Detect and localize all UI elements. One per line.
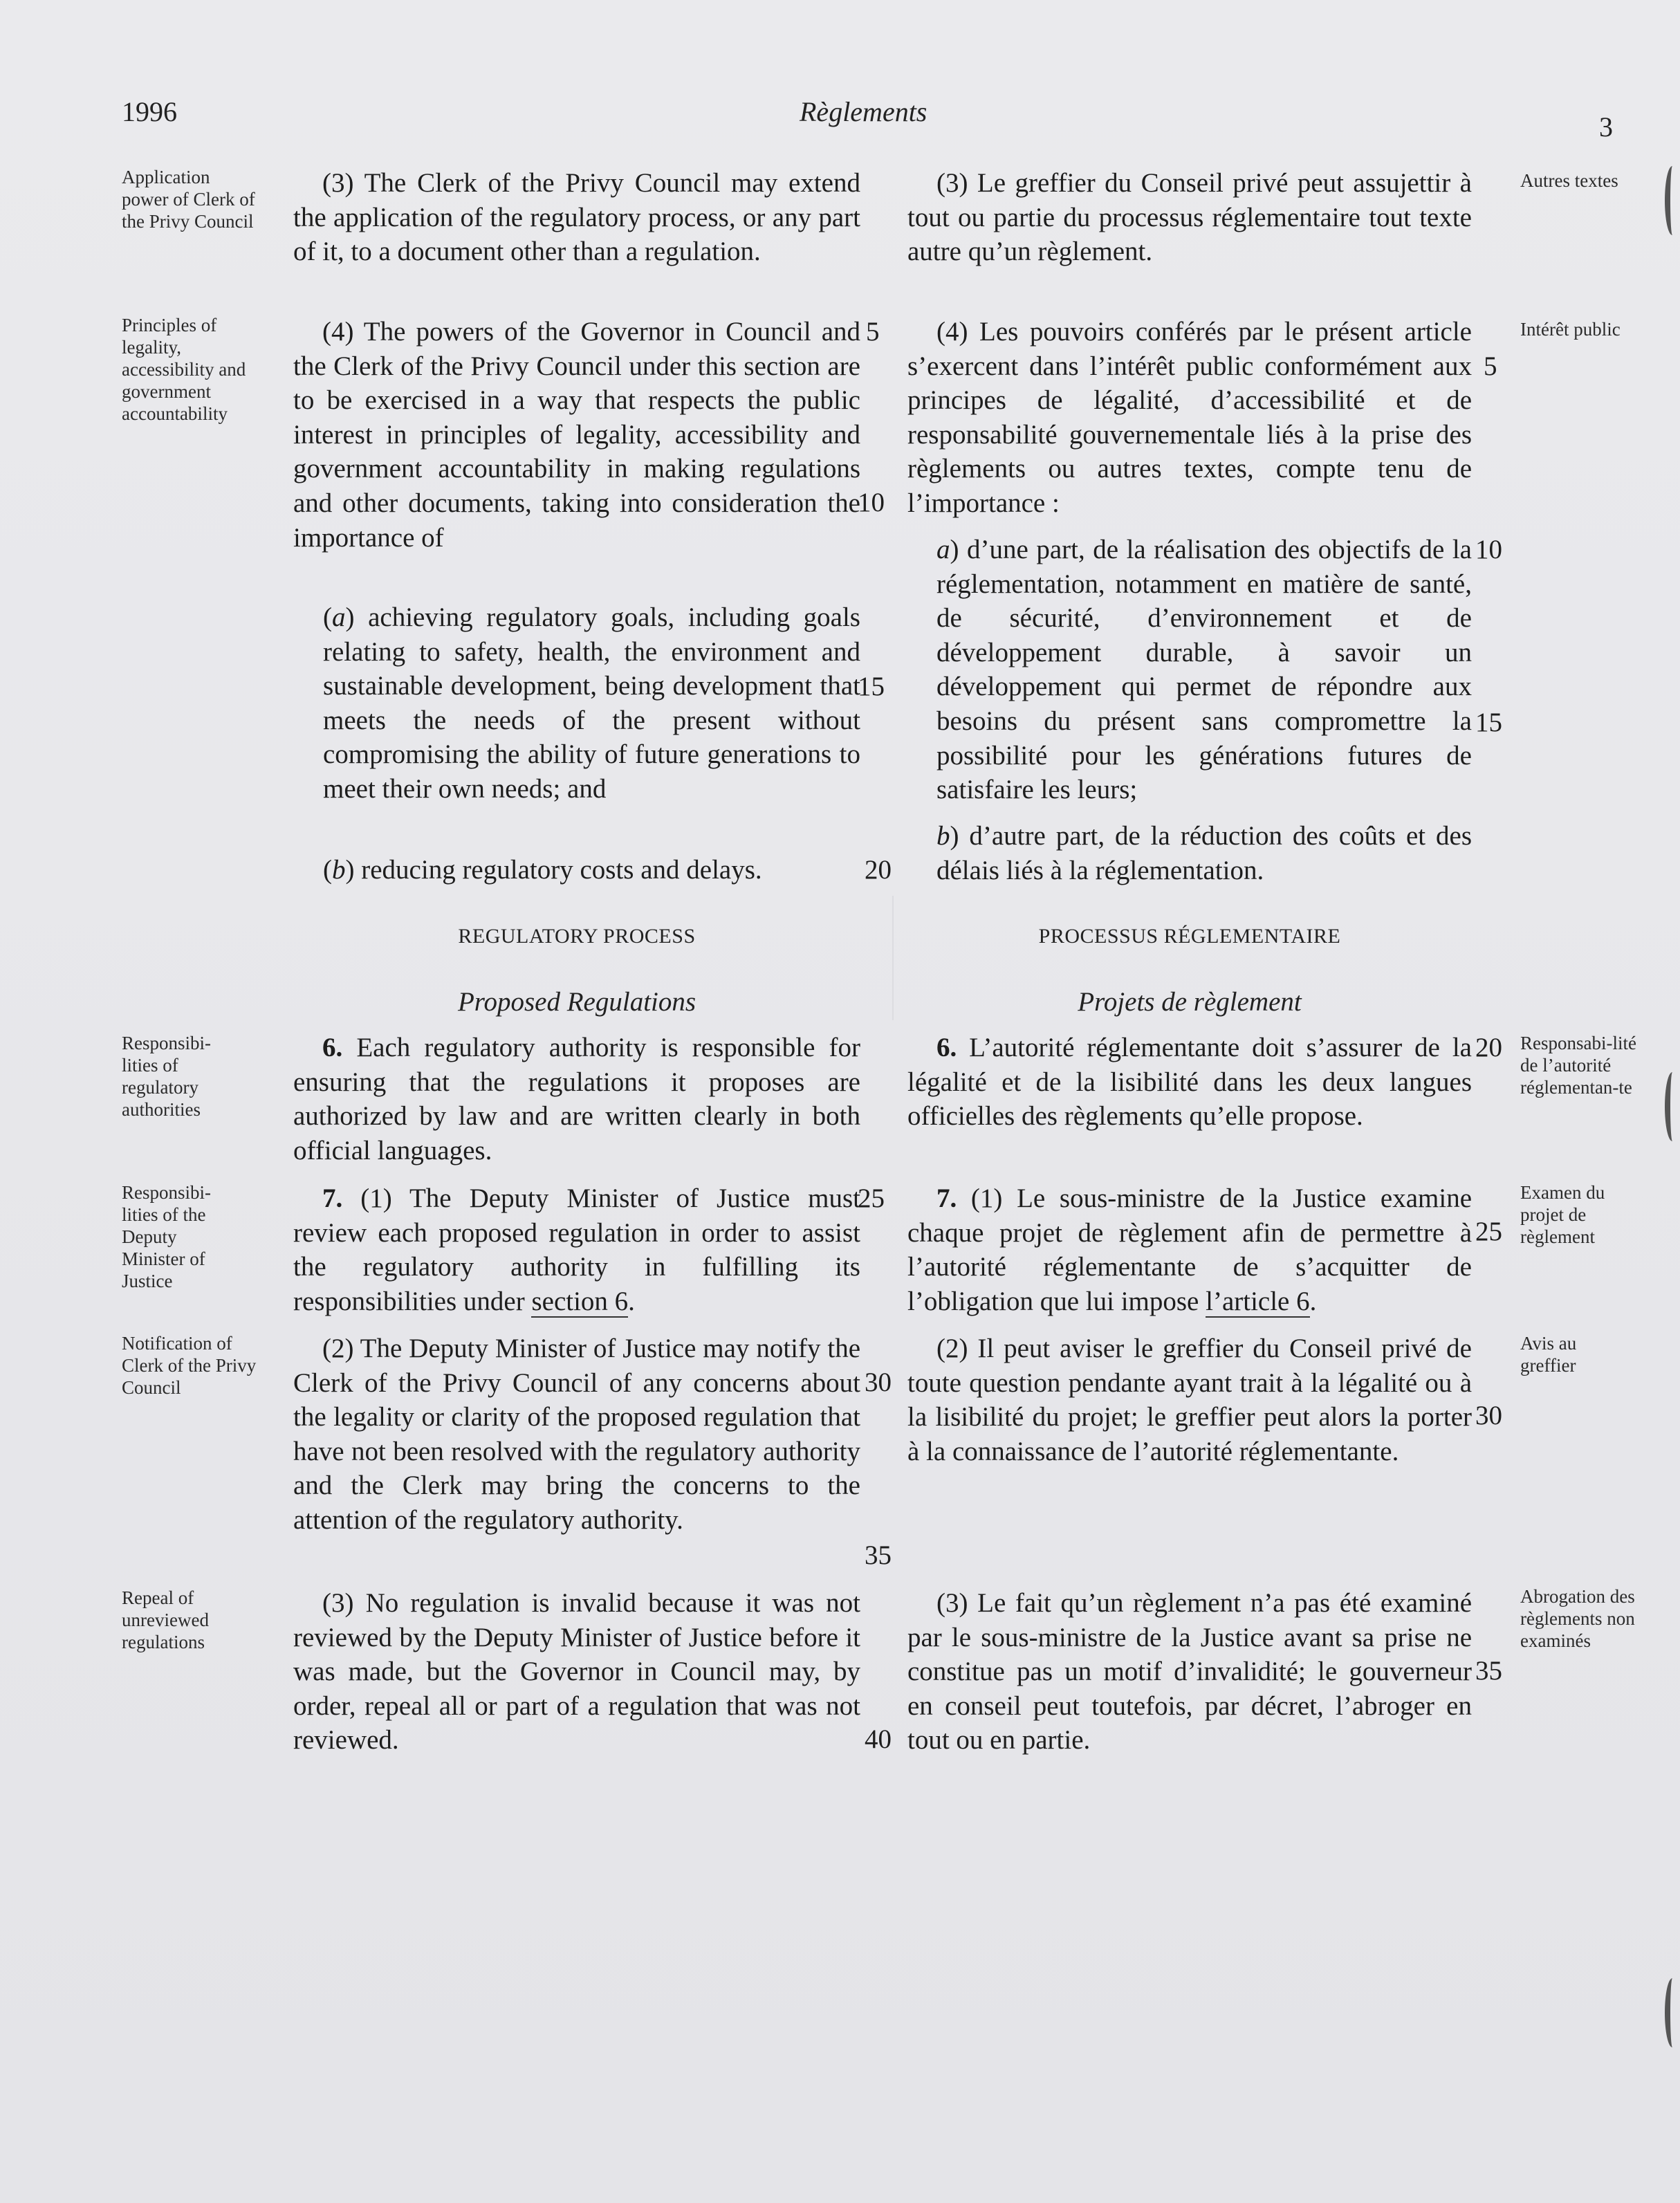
fr-subsection-3: (3) Le greffier du Conseil privé peut assujettir à tout ou partie du processus réglementaire tout texte autre qu’un règlement. [907, 168, 1472, 267]
fr-section-6-text: L’autorité réglementante doit s’assurer de la légalité et de la lisibilité dans les deux langues officielles des règlements qu’elle propose. [907, 1033, 1472, 1132]
binder-clip-icon [1665, 1072, 1680, 1141]
fr-line-number-25: 25 [1475, 1217, 1502, 1246]
fr-section-7-1 [907, 1181, 1472, 1318]
header-title: Règlements [800, 96, 927, 127]
margin-note-fr-4: Examen du projet de règlement [1520, 1182, 1605, 1247]
en-section-7-1-text: (1) The Deputy Minister of Justice must review each proposed regulation in order to assist the regulatory authority in fulfilling its responsibilities under [293, 1183, 860, 1316]
fr-paragraph-a-text: ) d’une part, de la réalisation des objectifs de la réglementation, notamment en matière de santé, de sécurité, d’environnement et de développement durable, à savoir un développement qui permet de répondre aux besoins du présent sans compromettre la possibilité pour les générations futures de satisfaire les leurs; [936, 535, 1472, 805]
fr-paragraph-b-text: ) d’autre part, de la réduction des coûts et des délais liés à la réglementation. [936, 821, 1472, 885]
en-paragraph-b: (b) reducing regulatory costs and delays. [323, 855, 762, 885]
margin-note-en-1: Application power of Clerk of the Privy Council [122, 167, 255, 232]
margin-note-fr-5: Avis au greffier [1520, 1333, 1577, 1376]
fr-paragraph-a [936, 533, 1472, 807]
en-section-6-reference-link[interactable]: section 6 [531, 1286, 629, 1316]
binder-clip-icon [1665, 166, 1680, 235]
fr-line-number-30: 30 [1475, 1401, 1502, 1430]
margin-note-en-5: Notification of Clerk of the Privy Council [122, 1333, 257, 1398]
fr-paragraph-b-label: b [936, 821, 950, 851]
fr-section-7-3: (3) Le fait qu’un règlement n’a pas été examiné par le sous-ministre de la Justice avant sa prise ne constitue pas un motif d’invalidité; le gouverneur en conseil peut toutefois, par décret, l’abroger en tout ou en partie. [907, 1588, 1472, 1755]
fr-paragraph-b [936, 819, 1472, 887]
page-number: 3 [1599, 111, 1613, 142]
fr-section-7-number: 7. [936, 1183, 957, 1213]
en-line-number-10: 10 [858, 488, 885, 517]
fr-line-number-20: 20 [1475, 1033, 1502, 1062]
en-line-number-35: 35 [865, 1540, 892, 1570]
en-section-6-number: 6. [322, 1033, 343, 1062]
margin-note-en-4: Responsibi-lities of the Deputy Minister of Justice [122, 1182, 212, 1291]
margin-note-en-6: Repeal of unreviewed regulations [122, 1587, 209, 1652]
fr-article-6-reference-link[interactable]: l’article 6 [1206, 1286, 1310, 1316]
margin-note-en-2: Principles of legality, accessibility and government accountability [122, 315, 246, 424]
header-year: 1996 [122, 96, 177, 127]
en-paragraph-b-text: reducing regulatory costs and delays. [354, 855, 762, 885]
en-heading: REGULATORY PROCESS [458, 925, 696, 948]
en-line-number-30: 30 [865, 1367, 892, 1397]
margin-note-fr-2: Intérêt public [1520, 319, 1621, 340]
en-line-number-25: 25 [858, 1183, 885, 1213]
en-line-number-40: 40 [865, 1724, 892, 1754]
en-section-7-2: (2) The Deputy Minister of Justice may notify the Clerk of the Privy Council of any concerns about the legality or clarity of the proposed regulation that have not been resolved with the regulatory authority and the Clerk may bring the concerns to the attention of the regulatory authority. [293, 1334, 860, 1535]
en-paragraph-a-label: a [332, 602, 346, 632]
binder-clip-icon [1665, 1978, 1680, 2047]
fr-section-7-1-text: (1) Le sous-ministre de la Justice examine chaque projet de règlement afin de permettre à l’autorité réglementante de s’acquitter de l’obligation que lui impose [907, 1183, 1472, 1316]
en-section-7-number: 7. [322, 1183, 343, 1213]
margin-note-fr-3: Responsabi-lité de l’autorité réglementan-te [1520, 1033, 1636, 1098]
en-section-7-1 [293, 1181, 860, 1318]
margin-note-en-3: Responsibi-lities of regulatory authorities [122, 1033, 212, 1120]
en-line-number-20: 20 [865, 855, 892, 885]
en-paragraph-a-text: achieving regulatory goals, including goals relating to safety, health, the environment and sustainable development, being development that meets the needs of the present without compromising the ability of future generations to meet their own needs; and [323, 602, 860, 804]
fr-heading: PROCESSUS RÉGLEMENTAIRE [1038, 925, 1341, 948]
column-divider [892, 896, 894, 1020]
fr-section-6-number: 6. [936, 1033, 957, 1062]
margin-note-fr-1: Autres textes [1520, 170, 1618, 191]
en-subheading: Proposed Regulations [457, 987, 696, 1017]
fr-subheading: Projets de règlement [1078, 987, 1302, 1017]
en-line-number-15: 15 [858, 672, 885, 701]
en-paragraph-b-label: b [332, 855, 346, 885]
en-subsection-4: (4) The powers of the Governor in Council and the Clerk of the Privy Council under this section are to be exercised in a way that respects the public interest in principles of legality, accessibility and government accountability in making regulations and other documents, taking into consideration the importance of [293, 317, 860, 553]
margin-note-fr-6: Abrogation des règlements non examinés [1520, 1586, 1635, 1651]
en-line-number-5: 5 [866, 317, 880, 347]
en-section-6-text: Each regulatory authority is responsible for ensuring that the regulations it proposes are authorized by law and are written clearly in both official languages. [293, 1033, 860, 1165]
en-subsection-3: (3) The Clerk of the Privy Council may extend the application of the regulatory process, or any part of it, to a document other than a regulation. [293, 168, 860, 267]
bleed-through-text [297, 1771, 865, 1895]
fr-line-number-10: 10 [1475, 535, 1502, 564]
fr-section-7-2: (2) Il peut aviser le greffier du Conseil privé de toute question pendante ayant trait à la légalité ou à la lisibilité du projet; le greffier peut alors la porter à la connaissance de l’autorité réglementante. [907, 1334, 1472, 1466]
fr-line-number-35: 35 [1475, 1656, 1502, 1686]
fr-paragraph-a-label: a [936, 535, 950, 564]
fr-line-number-5: 5 [1484, 351, 1497, 381]
en-section-6 [293, 1031, 860, 1168]
fr-section-6 [907, 1031, 1472, 1134]
en-section-7-1-end: . [628, 1286, 635, 1316]
en-paragraph-a: (a) achieving regulatory goals, including goals relating to safety, health, the environment and sustainable development, being development that meets the needs of the present without compromising the ability of future generations to meet their own needs; and [323, 602, 860, 804]
fr-line-number-15: 15 [1475, 708, 1502, 737]
fr-section-7-1-end: . [1309, 1286, 1317, 1316]
fr-subsection-4: (4) Les pouvoirs conférés par le présent article s’exercent dans l’intérêt public conformément aux principes de légalité, d’accessibilité et de responsabilité gouvernementale liés à la prise des règlements ou autres textes, compte tenu de l’importance : [907, 317, 1472, 518]
en-section-7-3: (3) No regulation is invalid because it was not reviewed by the Deputy Minister of Justice before it was made, but the Governor in Council may, by order, repeal all or part of a regulation that was not reviewed. [293, 1588, 860, 1755]
